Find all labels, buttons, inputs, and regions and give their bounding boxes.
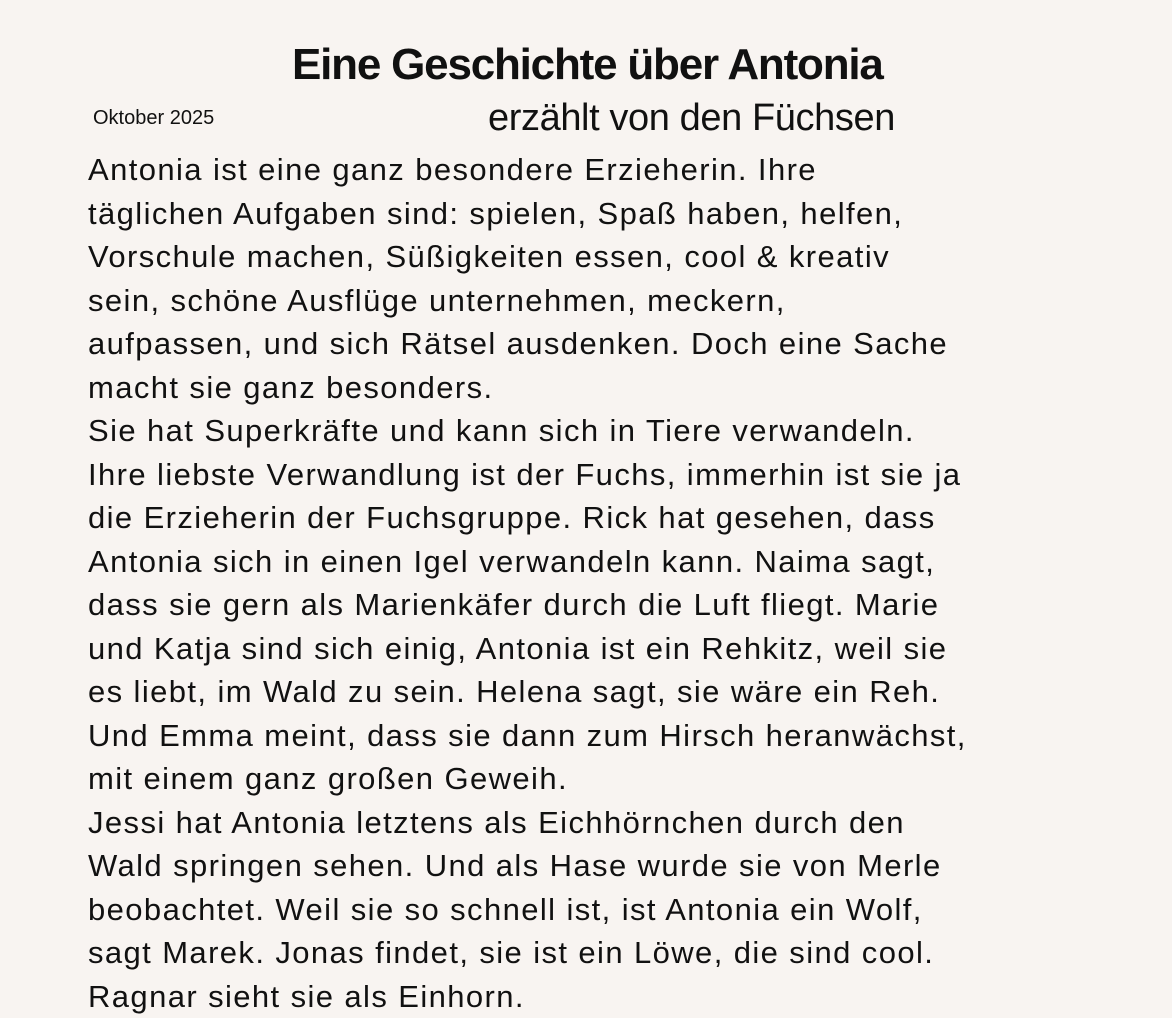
story-text: [88, 148, 1128, 1018]
story-line: Ragnar sieht sie als Einhorn.: [88, 975, 1128, 1018]
story-line: Vorschule machen, Süßigkeiten essen, cool & kreativ: [88, 235, 1128, 279]
story-line: und Katja sind sich einig, Antonia ist ein Rehkitz, weil sie: [88, 627, 1128, 671]
story-line: sagt Marek. Jonas findet, sie ist ein Löwe, die sind cool.: [88, 931, 1128, 975]
date-label: Oktober 2025: [93, 104, 214, 132]
story-line: Ihre liebste Verwandlung ist der Fuchs, immerhin ist sie ja: [88, 453, 1128, 497]
story-line: beobachtet. Weil sie so schnell ist, ist Antonia ein Wolf,: [88, 888, 1128, 932]
story-line: Wald springen sehen. Und als Hase wurde sie von Merle: [88, 844, 1128, 888]
story-line: aufpassen, und sich Rätsel ausdenken. Doch eine Sache: [88, 322, 1128, 366]
story-line: täglichen Aufgaben sind: spielen, Spaß haben, helfen,: [88, 192, 1128, 236]
story-line: die Erzieherin der Fuchsgruppe. Rick hat gesehen, dass: [88, 496, 1128, 540]
story-line: mit einem ganz großen Geweih.: [88, 757, 1128, 801]
story-line: Jessi hat Antonia letztens als Eichhörnchen durch den: [88, 801, 1128, 845]
story-line: Und Emma meint, dass sie dann zum Hirsch heranwächst,: [88, 714, 1128, 758]
page-title: Eine Geschichte über Antonia: [292, 37, 992, 93]
story-line: dass sie gern als Marienkäfer durch die Luft fliegt. Marie: [88, 583, 1128, 627]
page-subtitle: erzählt von den Füchsen: [488, 95, 895, 141]
story-line: macht sie ganz besonders.: [88, 366, 1128, 410]
story-line: sein, schöne Ausflüge unternehmen, meckern,: [88, 279, 1128, 323]
story-line: es liebt, im Wald zu sein. Helena sagt, sie wäre ein Reh.: [88, 670, 1128, 714]
story-line: Sie hat Superkräfte und kann sich in Tiere verwandeln.: [88, 409, 1128, 453]
story-line: Antonia sich in einen Igel verwandeln kann. Naima sagt,: [88, 540, 1128, 584]
story-line: Antonia ist eine ganz besondere Erzieherin. Ihre: [88, 148, 1128, 192]
